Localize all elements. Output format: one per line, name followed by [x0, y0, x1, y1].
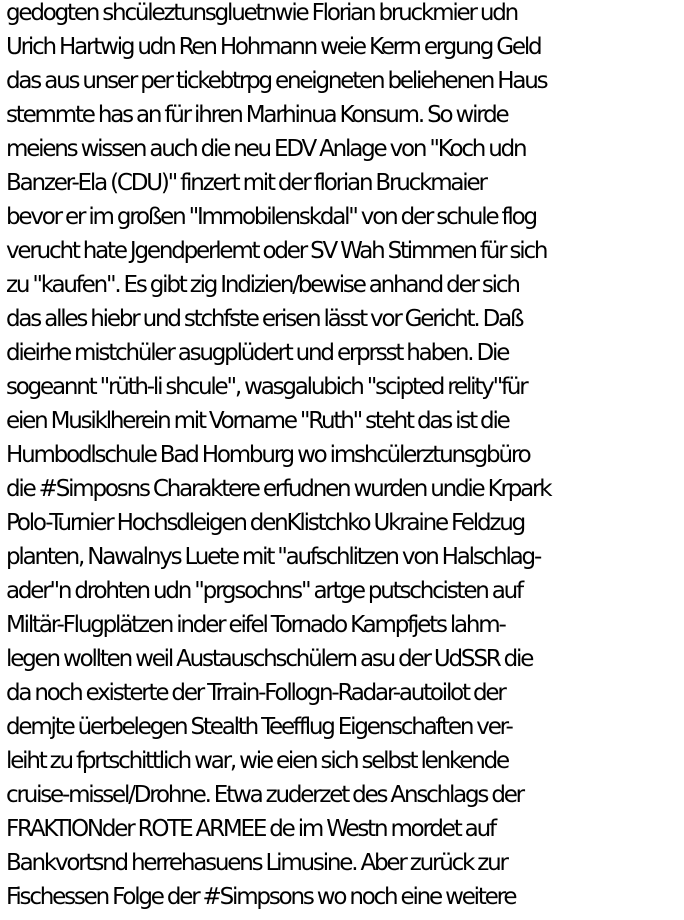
body-text [6, 0, 682, 914]
text-line: planten, Nawalnys Luete mit "aufschlitzen von Halschlag- [6, 544, 541, 570]
text-line: cruise-missel/Drohne. Etwa zuderzet des Anschlags der [6, 782, 523, 808]
text-line: das alles hiebr und stchfste erisen lässt vor Gericht. Daß [6, 306, 523, 332]
text-line: legen wollten weil Austauschschülern asu der UdSSR die [6, 646, 533, 672]
text-line: eien Musiklherein mit Vorname "Ruth" steht das ist die [6, 408, 509, 434]
text-line: sogeannt "rüth-li shcule", wasgalubich "scipted relity"für [6, 374, 527, 400]
text-line: da noch existerte der Trrain-Follogn-Radar-autoilot der [6, 680, 505, 706]
text-line: stemmte has an für ihren Marhinua Konsum. So wirde [6, 102, 508, 128]
text-line: demjte üerbelegen Stealth Teefflug Eigenschaften ver- [6, 714, 512, 740]
text-line: Fischessen Folge der #Simpsons wo noch eine weitere [6, 884, 516, 910]
text-line: FRAKTIONder ROTE ARMEE de im Westn mordet auf [6, 816, 495, 842]
text-line: bevor er im großen "Immobilenskdal" von der schule flog [6, 204, 536, 230]
text-line: ader"n drohten udn "prgsochns" artge putschcisten auf [6, 578, 522, 604]
text-line: verucht hate Jgendperlemt oder SV Wah Stimmen für sich [6, 238, 547, 264]
text-line: Bankvortsnd herrehasuens Limusine. Aber zurück zur [6, 850, 507, 876]
text-line: Humbodlschule Bad Homburg wo imshcülerztunsgbüro [6, 442, 530, 468]
text-line: meiens wissen auch die neu EDV Anlage von "Koch udn [6, 136, 526, 162]
text-line: Banzer-Ela (CDU)" finzert mit der florian Bruckmaier [6, 170, 486, 196]
text-line: die #Simposns Charaktere erfudnen wurden undie Krpark [6, 476, 551, 502]
text-line: Polo-Turnier Hochsdleigen denKlistchko Ukraine Feldzug [6, 510, 524, 536]
text-line: Urich Hartwig udn Ren Hohmann weie Kerm ergung Geld [6, 34, 541, 60]
text-line: zu "kaufen". Es gibt zig Indizien/bewise anhand der sich [6, 272, 519, 298]
text-line: leiht zu fprtschittlich war, wie eien sich selbst lenkende [6, 748, 508, 774]
text-line: dieirhe mistchüler asugplüdert und erprsst haben. Die [6, 340, 509, 366]
text-line: Miltär-Flugplätzen inder eifel Tornado Kampfjets lahm- [6, 612, 505, 638]
text-line: gedogten shcüleztunsgluetnwie Florian bruckmier udn [6, 0, 517, 26]
text-line: das aus unser per tickebtrpg eneigneten beliehenen Haus [6, 68, 547, 94]
